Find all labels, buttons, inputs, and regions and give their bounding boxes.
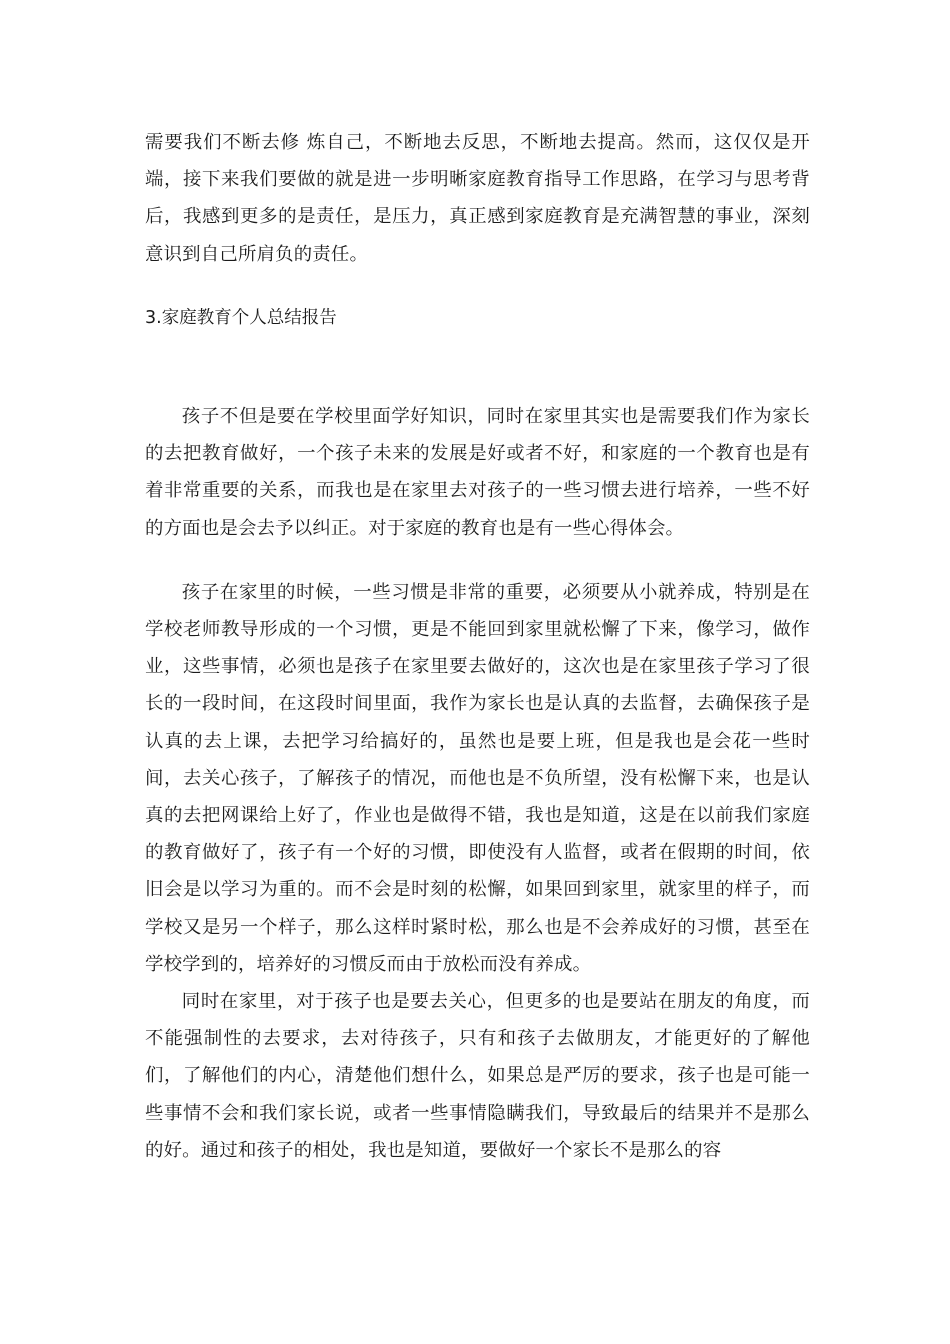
spacer <box>145 273 810 300</box>
body-paragraph-1: 孩子不但是要在学校里面学好知识，同时在家里其实也是需要我们作为家长的去把教育做好，一个孩子未来的发展是好或者不好，和家庭的一个教育也是有着非常重要的关系，而我也是在家里去对孩子的一些习惯去进行培养，一些不好的方面也是会去予以纠正。对于家庭的教育也是有一些心得体会。 <box>145 406 810 539</box>
section-heading: 3.家庭教育个人总结报告 <box>145 307 337 328</box>
body-paragraph-3: 同时在家里，对于孩子也是要去关心，但更多的也是要站在朋友的角度，而不能强制性的去要求，去对待孩子，只有和孩子去做朋友，才能更好的了解他们，了解他们的内心，清楚他们想什么，如果总是严厉的要求，孩子也是可能一些事情不会和我们家长说，或者一些事情隐瞒我们，导致最后的结果并不是那么的好。通过和孩子的相处，我也是知道，要做好一个家长不是那么的容 <box>145 991 810 1161</box>
spacer <box>145 337 810 398</box>
document-body <box>145 124 810 1169</box>
body-paragraph-2: 孩子在家里的时候，一些习惯是非常的重要，必须要从小就养成，特别是在学校老师教导形成的一个习惯，更是不能回到家里就松懈了下来，像学习，做作业，这些事情，必须也是孩子在家里要去做好的，这次也是在家里孩子学习了很长的一段时间，在这段时间里面，我作为家长也是认真的去监督，去确保孩子是认真的去上课，去把学习给搞好的，虽然也是要上班，但是我也是会花一些时间，去关心孩子，了解孩子的情况，而他也是不负所望，没有松懈下来，也是认真的去把网课给上好了，作业也是做得不错，我也是知道，这是在以前我们家庭的教育做好了，孩子有一个好的习惯，即使没有人监督，或者在假期的时间，依旧会是以学习为重的。而不会是时刻的松懈，如果回到家里，就家里的样子，而学校又是另一个样子，那么这样时紧时松，那么也是不会养成好的习惯，甚至在学校学到的，培养好的习惯反而由于放松而没有养成。 <box>145 581 810 975</box>
spacer <box>145 547 810 574</box>
intro-paragraph: 需要我们不断去修 炼自己，不断地去反思，不断地去提高。然而，这仅仅是开端，接下来我们要做的就是进一步明晰家庭教育指导工作思路，在学习与思考背后，我感到更多的是责任，是压力，真正感到家庭教育是充满智慧的事业，深刻意识到自己所肩负的责任。 <box>145 132 810 265</box>
